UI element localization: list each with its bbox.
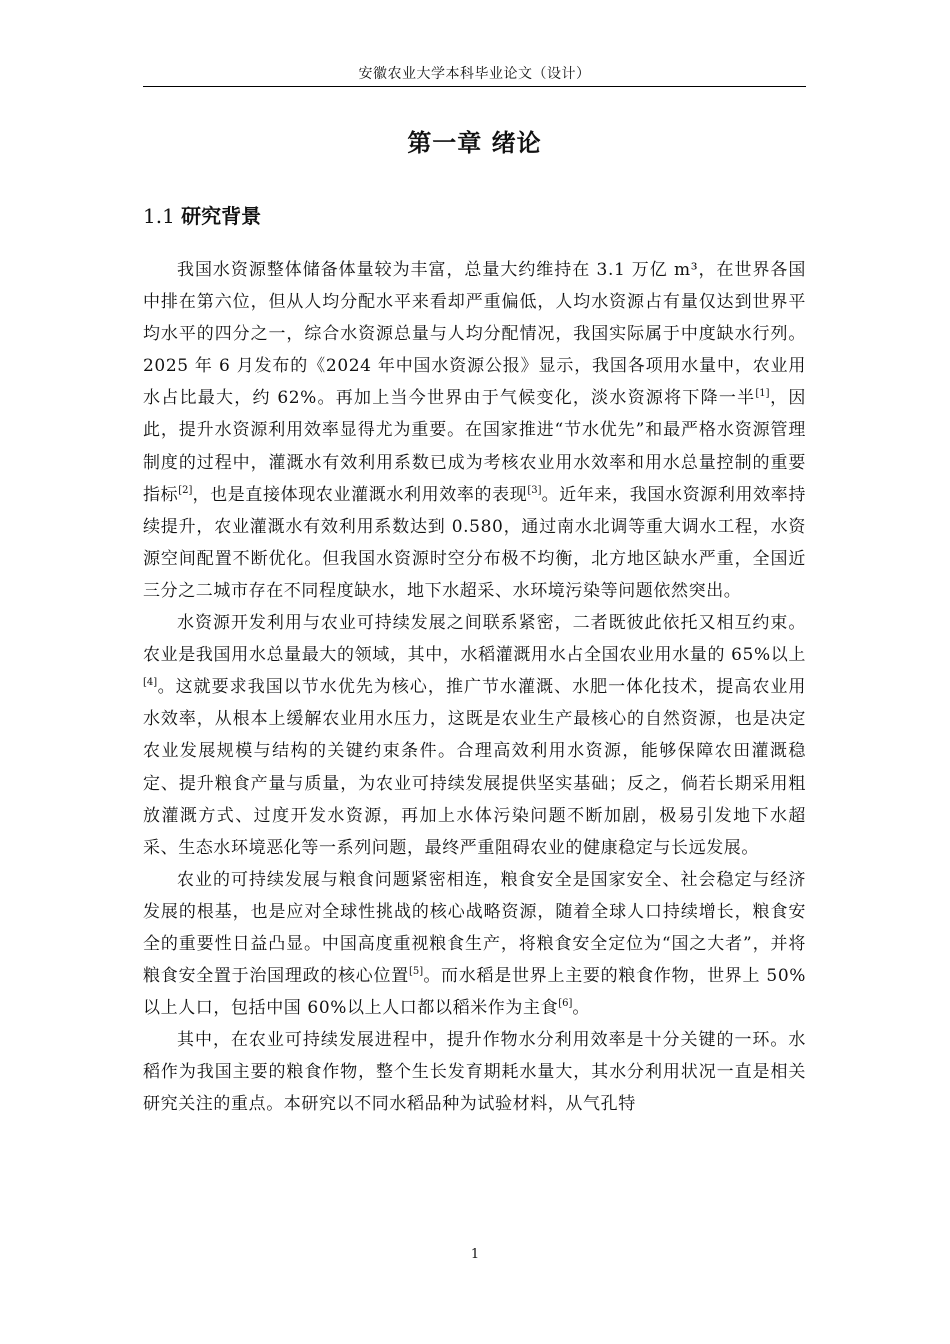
paragraph-text: 。 [572,998,590,1019]
citation: [6] [558,998,573,1010]
running-header: 安徽农业大学本科毕业论文（设计） [358,66,591,82]
citation: [1] [755,388,770,400]
chapter-title: 第一章 绪论 [407,129,542,157]
paragraph-text: 。这就要求我国以节水优先为核心，推广节水灌溉、水肥一体化技术，提高农业用水效率，从根本上缓解农业用水压力，这既是农业生产最核心的自然资源，也是决定农业发展规模与结构的关键约束条件。合理高效利用水资源，能够保障农田灌溉稳定、提升粮食产量与质量，为农业可持续发展提供坚实基础；反之，倘若长期采用粗放灌溉方式、过度开发水资源，再加上水体污染问题不断加剧，极易引发地下水超采、生态水环境恶化等一系列问题，最终严重阻碍农业的健康稳定与长远发展。 [143,677,806,858]
paragraph-text: 。而水稻是世界上主要的粮食作物，世界上 50%以上人口，包括中国 60%以上人口都以稻米作为主食 [143,966,806,1019]
section-title: 研究背景 [181,204,262,228]
paragraph-text: 我国水资源整体储备体量较为丰富，总量大约维持在 3.1 万亿 m³，在世界各国中排在第六位，但从人均分配水平来看却严重偏低，人均水资源占有量仅达到世界平均水平的四分之一，综合水资源总量与人均分配情况，我国实际属于中度缺水行列。2025 年 6 月发布的《2024 年中国水资源公报》显示，我国各项用水量中，农业用水占比最大，约 62%。再加上当今世界由于气候变化，淡水资源将下降一半 [143,260,806,409]
paragraph-text: ，因此，提升水资源利用效率显得尤为重要。在国家推进“节水优先”和最严格水资源管理制度的过程中，灌溉水有效利用系数已成为考核农业用水效率和用水总量控制的重要指标 [143,388,806,505]
page-number: 1 [470,1247,480,1262]
paragraph [143,607,806,864]
paragraph [143,1024,806,1120]
paragraph-text: 农业的可持续发展与粮食问题紧密相连，粮食安全是国家安全、社会稳定与经济发展的根基，也是应对全球性挑战的核心战略资源，随着全球人口持续增长，粮食安全的重要性日益凸显。中国高度重视粮食生产，将粮食安全定位为“国之大者”，并将粮食安全置于治国理政的核心位置 [143,869,806,987]
paragraph-text: 水资源开发利用与农业可持续发展之间联系紧密，二者既彼此依托又相互约束。农业是我国用水总量最大的领域，其中，水稻灌溉用水占全国农业用水量的 65%以上 [143,613,806,666]
paragraph [143,254,806,607]
paragraph [143,864,806,1024]
paragraph-text: ，也是直接体现农业灌溉水利用效率的表现 [192,484,528,505]
paragraph-text: 。近年来，我国水资源利用效率持续提升，农业灌溉水有效利用系数达到 0.580，通过南水北调等重大调水工程，水资源空间配置不断优化。但我国水资源时空分布极不均衡，北方地区缺水严重，全国近三分之二城市存在不同程度缺水，地下水超采、水环境污染等问题依然突出。 [143,484,807,601]
section-number: 1.1 [143,204,182,228]
citation: [4] [143,677,158,689]
header-rule [143,86,806,87]
citation: [3] [527,484,542,496]
citation: [5] [409,966,424,978]
paragraph-text: 其中，在农业可持续发展进程中，提升作物水分利用效率是十分关键的一环。水稻作为我国主要的粮食作物，整个生长发育期耗水量大，其水分利用状况一直是相关研究关注的重点。本研究以不同水稻品种为试验材料，从气孔特 [143,1030,806,1115]
section-heading [143,201,261,231]
citation: [2] [178,484,193,496]
body-text [143,254,806,1121]
